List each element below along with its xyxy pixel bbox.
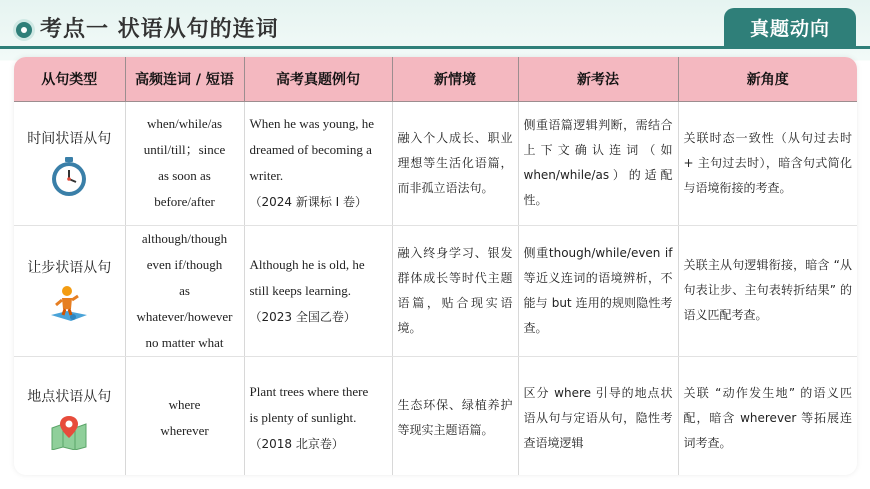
new-situation-cell: 融入终身学习、银发群体成长等时代主题语篇，贴合现实语境。 (392, 225, 518, 356)
example-sentence-cell: When he was young, he dreamed of becoming a writer. （2024 新课标 I 卷） (244, 101, 392, 225)
clause-type-label: 让步状语从句 (27, 259, 112, 276)
table-row (14, 356, 857, 475)
new-angle-cell: 关联时态一致性（从句过去时 + 主句过去时），暗含句式简化与语境衔接的考查。 (678, 101, 857, 225)
table-row (14, 101, 857, 225)
clause-type-label: 地点状语从句 (27, 389, 112, 405)
new-method-cell: 侧重语篇逻辑判断，需结合上下文确认连词（如 when/while/as）的适配性。 (518, 101, 678, 225)
column-header: 新情境 (392, 57, 518, 101)
page-title: 考点一 状语从句的连词 (40, 17, 279, 42)
new-method-cell: 侧重though/while/even if等近义连词的语境辨析，不能与 but 连用的规则隐性考查。 (518, 225, 678, 356)
clause-type-label: 时间状语从句 (27, 131, 112, 147)
table-header-row (14, 57, 857, 101)
conjunction-table (14, 57, 857, 475)
new-method-cell: 区分 where 引导的地点状语从句与定语从句，隐性考查语境逻辑 (518, 356, 678, 475)
clause-type-cell (14, 101, 125, 225)
clause-type-cell (14, 356, 125, 475)
example-source: （2023 全国乙卷） (249, 309, 356, 324)
example-source: （2024 新课标 I 卷） (249, 195, 368, 209)
section-tag: 真题动向 (724, 8, 856, 46)
map-pin-icon (49, 414, 89, 450)
column-header: 新考法 (518, 57, 678, 101)
example-sentence-cell: Plant trees where there is plenty of sunlight. （2018 北京卷） (244, 356, 392, 475)
example-source: （2018 北京卷） (249, 437, 344, 451)
puzzle-person-icon (47, 285, 91, 325)
slide-header (0, 0, 870, 56)
column-header: 新角度 (678, 57, 857, 101)
clause-type-cell (14, 225, 125, 356)
conjunction-cell: when/while/as until/till；since as soon as before/after (125, 101, 244, 225)
column-header: 高考真题例句 (244, 57, 392, 101)
example-sentence-cell: Although he is old, he still keeps learning. （2023 全国乙卷） (244, 225, 392, 356)
column-header: 高频连词 / 短语 (125, 57, 244, 101)
table-row (14, 225, 857, 356)
clock-icon (49, 156, 89, 198)
title-bullet-icon (16, 22, 32, 38)
conjunction-cell: although/though even if/though as whatever/however no matter what (125, 225, 244, 356)
new-angle-cell: 关联主从句逻辑衔接，暗含 “从句表让步、主句表转折结果” 的语义匹配考查。 (678, 225, 857, 356)
column-header: 从句类型 (14, 57, 125, 101)
new-situation-cell: 融入个人成长、职业理想等生活化语篇，而非孤立语法句。 (392, 101, 518, 225)
new-situation-cell: 生态环保、绿植养护等现实主题语篇。 (392, 356, 518, 475)
header-divider (0, 46, 870, 49)
new-angle-cell: 关联 “动作发生地” 的语义匹配，暗含 wherever 等拓展连词考查。 (678, 356, 857, 475)
conjunction-cell: where wherever (125, 356, 244, 475)
